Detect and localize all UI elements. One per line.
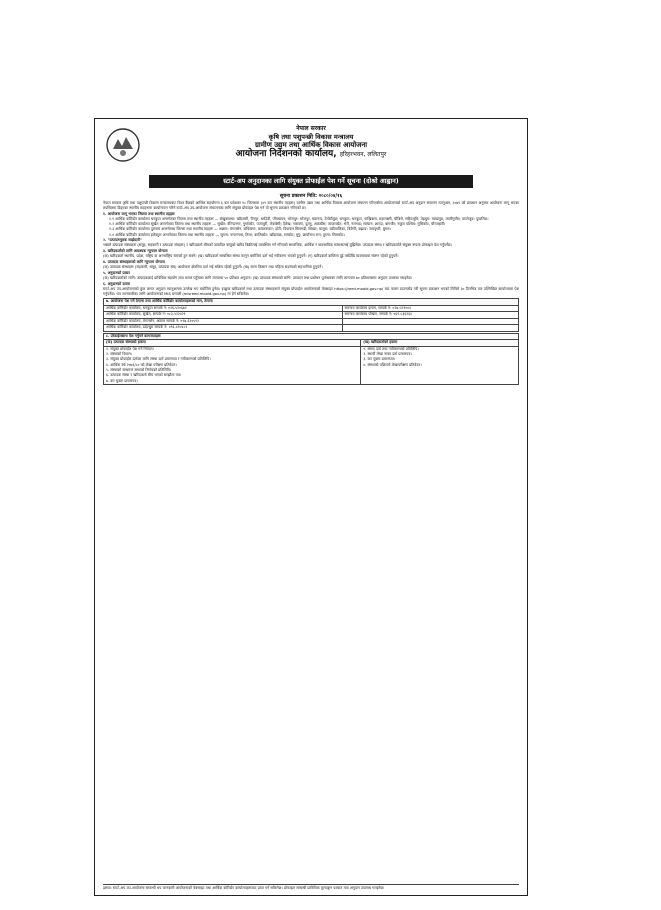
list-item: १. संयुक्त प्रोफाईल पेश गर्ने निवेदन। — [106, 346, 154, 351]
section-title: ५. अनुदानको प्रकार — [103, 271, 130, 275]
docs-left-list — [104, 346, 361, 384]
contact-office: समन्वय कार्यालय इलाम, सम्पर्क नं: ०२७-५२१००४ — [342, 305, 519, 312]
contact-office: आर्थिक कोरिडोर कार्यालय, डडेल्धुरा सम्पर्क नं: ०९६-४१०४८९ — [104, 325, 343, 332]
list-item: ४. संस्थाको पछिल्लो लेखापरीक्षण प्रतिवेदन। — [363, 362, 422, 367]
program-name: ग्रामीण उद्यम तथा आर्थिक विकास आयोजना — [254, 140, 368, 149]
list-item: १. संस्था दर्ता तथा नवीकरणको प्रतिलिपि। — [363, 346, 419, 351]
section-title: ४. उत्पादक संस्थाहरूको लागि न्यूनतम योग्यता — [103, 260, 165, 265]
contacts-table — [103, 298, 519, 332]
contact-office: आर्थिक कोरिडोर कार्यालय, मंगलसेन, अछाम सम्पर्क नं: ०९७-६२०५१२ — [104, 318, 343, 325]
header — [95, 125, 527, 161]
contact-office: समन्वय कार्यालय पोखरा, सम्पर्क नं: ०६१-५३६२६४ — [342, 312, 519, 319]
contact-office — [342, 325, 519, 332]
section-title: २. "उत्पादनमूलक साझेदारी" — [103, 238, 142, 243]
list-item: ३. कर चुक्ता प्रमाणपत्र। — [363, 357, 396, 362]
office-address: हरिहरभवन, ललितपुर — [339, 151, 387, 159]
section-text: भन्नाले उत्पादक संस्थाहरू (समूह, सहकारी र उत्पादक संघहरू) र खरिदकर्ता बीचको उत्पादित वस्तुको खरिद बिक्रीलाई व्यवस्थित गर्न गरिएको सामाजिक, आर्थिक र व्यवसायिक सम्बन्धलाई बुझिनेछ। उत्पादक संस्था र खरिदकर्ताले संयुक्त रूपमा प्रोफाइल पेश गर्नुपर्नेछ। — [103, 243, 453, 248]
section-text: १.३ आर्थिक कोरिडोर कार्यालय दुल्लाम अन्तर्गतका जिल्ला तथा स्थानीय तहहरू — अछाम: मंगलसेन, साँफेबगर, कमलबजार; डोटी: दिपायल सिलगढी, शिखर; बाजुरा: बडीमालिका, त्रिवेणी; बझाङ: जयपृथ्वी, बुंगल। — [109, 227, 391, 232]
documents-table — [103, 333, 519, 385]
section-text: (क) खरिदकर्ताको लागि: उत्पादकलाई प्राविधिक सहयोग तथा बजार पहुँचका लागि लागतमा ५० प्रतिशत अनुदान। (ख) उत्पादक संस्थाको लागि: उत्पादन तथा प्रशोधन पूर्वाधारका लागि लागतमा ७० प्रतिशतसम्म अनुदान उपलब्ध गराइनेछ। — [103, 276, 413, 281]
table-row — [104, 325, 519, 332]
section-text: १.२ आर्थिक कोरिडोर कार्यालय सुर्खेत अन्तर्गतका जिल्ला तथा स्थानीय तहहरू — सुर्खेत: वीरेन्द्रनगर, गुर्भाकोट, पञ्चपुरी, लेकबेसी; दैलेख: नारायण, दुल्लु, आठबीस; जाजरकोट: भेरी, नलगाड; सल्यान: शारदा, बागचौर; रुकुम पश्चिम: मुसिकोट, चौरजहारी। — [109, 222, 446, 227]
list-item: २. स्थायी लेखा नम्बर दर्ता प्रमाणपत्र। — [363, 352, 412, 357]
section-title: ६. अनुदानको दायरा — [103, 281, 131, 286]
footnote: द्रष्टव्य: स्टार्ट-अप उप-आयोजना सम्बन्धी थप जानकारी आयोजनाको वेबसाइट तथा आर्थिक कोरिडोर कार्यालयहरूबाट प्राप्त गर्न सकिनेछ। प्रोफाइल सम्बन्धी प्राविधिक मूल्याङ्कन पश्चात मात्र अनुदान उपलब्ध गराइनेछ। — [103, 884, 519, 891]
contact-office: आर्थिक कोरिडोर कार्यालय, धनकुटा सम्पर्क नं: ०२६-५२०६७१ — [104, 305, 343, 312]
documents-title: ८. प्रोफाईलसाथ पेश गर्नुपर्ने कागजातहरू — [104, 333, 519, 340]
section-text: १.४ आर्थिक कोरिडोर कार्यालय इलेक्टुरा अन्तर्गतका जिल्ला तथा स्थानीय तहहरू — जुम्ला: चन्दननाथ, तिला; कालिकोट: खाँडाचक्र, रास्कोट; मुगु: छायाँनाथ रारा; हुम्ला: सिमकोट। — [109, 232, 345, 237]
list-item: ७. कर चुक्ता प्रमाणपत्र। — [106, 378, 138, 383]
section-title: ३. खरिदकर्ताको लागि आवश्यक न्यूनतम योग्यता — [103, 249, 168, 254]
list-item: ५. संस्थाको साधारण सभाको निर्णयको प्रतिलिपि। — [106, 368, 172, 373]
ministry-name: कृषि तथा पशुपन्छी विकास मन्त्रालय — [268, 132, 354, 141]
section-text: (क) खरिदकर्ता स्थानीय, प्रदेश, राष्ट्रिय वा अन्तर्राष्ट्रिय स्तरको हुन सक्ने। (ख) खरिदकर्ता सम्बन्धित संस्था कानून बमोजिम दर्ता भई नवीकरण भएको हुनुपर्ने। (ग) खरिदकर्ता कम्तिमा दुई वर्षदेखि व्यवसायमा संलग्न रहेको हुनुपर्ने। — [103, 254, 399, 259]
list-item: ४. आर्थिक वर्ष २०७९/८० को लेखा परीक्षण प्रतिवेदन। — [106, 362, 177, 367]
notice-body — [103, 201, 519, 385]
intro-text: नेपाल सरकार कृषि तथा पशुपन्छी विकास मन्त्रालयबाट विश्व बैंकको आर्थिक सहयोगमा ६ वटा प्रदेशका १८ जिल्लामा (४९ वटा स्थानीय तहहरू) ग्रामीण उद्यम तथा आर्थिक विकास आयोजना संचालन गरिएकोमा आयोजनाको स्टार्ट-अप अनुदान संचालन म्यानुअल, २०७९ को प्रावधान अनुसार आयोजना लागू भएका तपसिलमा दिइएका स्थानीय तहहरूमा कार्यान्वयन गरिने स्टार्ट-अप उप-आयोजना संचालनका लागि संयुक्त प्रोफाइल पेश गर्न यो सूचना प्रकाशन गरिएको छ। — [103, 201, 519, 211]
notice-title: स्टार्ट-अप अनुदानका लागि संयुक्त प्रोफाईल पेश गर्ने सूचना (दोश्रो आह्वान) — [149, 175, 473, 188]
list-item: ६. उत्पादक संस्था र खरिदकर्ता बीच भएको सम्झौता पत्र। — [106, 373, 182, 378]
contact-office: आर्थिक कोरिडोर कार्यालय, सुर्खेत, सम्पर्क नं: ०८३-५२२४२१ — [104, 312, 343, 319]
contacts-title: ७. आयोजना पेश गर्ने ठेगाना तथा आर्थिक कोरिडोर कार्यालयहरूको नाम, ठेगाना — [104, 299, 519, 306]
section-text: १.१ आर्थिक कोरिडोर कार्यालय धनकुटा अन्तर्गतका जिल्ला तथा स्थानीय तहहरू — संखुवासभा: खाँदबारी, चैनपुर, धर्मदेवी, पाँचखपन; भोजपुर: भोजपुर, षडानन्द, टेम्केमैयुङ; धनकुटा: धनकुटा, पाख्रिबास, महालक्ष्मी, चौबिसे, सहिदभूमि; तेह्रथुम: म्याङलुङ, लालीगुराँस; ताप्लेजुङ: फुङलिङ। — [109, 217, 489, 222]
section-text: स्टार्ट-अप उप-आयोजनाको कुल लागत अनुदान म्यानुअलमा उल्लेख भए बमोजिम हुनेछ। इच्छुक खरिदकर्ता तथा उत्पादक संस्थाहरूले संयुक्त प्रोफाईल आयोजनाको वेबसाइट https://reed.moald.gov.np/ बाट फारम डाउनलोड गरी सूचना प्रकाशन भएको मितिले ३० दिनभित्र तल उल्लिखित कार्यालयमा पेश गर्नुपर्नेछ। थप जानकारीका लागि आयोजनाको MIS प्रणाली (misreed.moald.gov.np) मा हेर्न सकिनेछ। — [103, 287, 519, 297]
office-name: आयोजना निर्देशनको कार्यालय, हरिहरभवन, ललितपुर — [235, 149, 387, 160]
section-title: १. आयोजना लागू भएका जिल्ला तथा स्थानीय तहहरू — [103, 211, 175, 216]
section-text: (क) उत्पादक संस्थाहरू (सहकारी, समूह, उत्पादक संघ) आयोजना क्षेत्रभित्र दर्ता भई सक्रिय रहेको हुनुपर्ने। (ख) साना किसान तथा महिला सदस्यको सहभागिता हुनुपर्ने। — [103, 265, 323, 270]
docs-left-head: (क) उत्पादक संस्थाको हकमा — [104, 340, 361, 347]
office-title: आयोजना निर्देशनको कार्यालय — [235, 149, 334, 160]
list-item: २. संस्थाको विधान। — [106, 352, 133, 357]
notice-date: सूचना प्रकाशन मिति: २०८०/०४/१६ — [279, 194, 343, 199]
notice-page — [94, 118, 528, 896]
docs-right-list — [361, 346, 519, 384]
list-item: ३. संयुक्त प्रोफाईल दर्ताका लागि संस्था दर्ता प्रमाणपत्र र नवीकरणको प्रतिलिपि। — [106, 357, 211, 362]
gov-name: नेपाल सरकार — [296, 125, 326, 132]
docs-right-head: (ख) खरिदकर्ताको हकमा — [361, 340, 519, 347]
